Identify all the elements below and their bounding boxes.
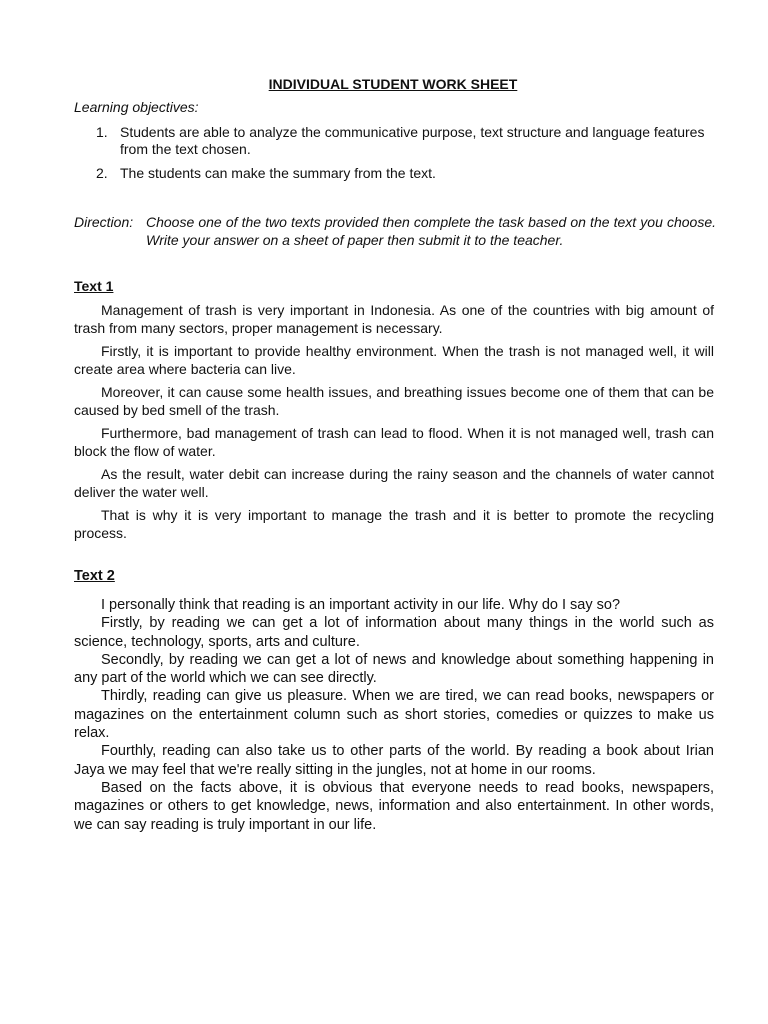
text2-body — [74, 596, 714, 834]
objective-text: Students are able to analyze the communicative purpose, text structure and language features from the text chosen. — [120, 124, 705, 157]
text2-paragraph: I personally think that reading is an important activity in our life. Why do I say so? — [101, 597, 621, 613]
objective-item — [74, 124, 716, 158]
text1-paragraph: That is why it is very important to manage the trash and it is better to promote the recycling process. — [74, 507, 714, 541]
text1-paragraph: Firstly, it is important to provide healthy environment. When the trash is not managed well, it will create area where bacteria can live. — [74, 343, 714, 377]
text1-paragraph: As the result, water debit can increase during the rainy season and the channels of water cannot deliver the water well. — [74, 466, 714, 500]
objective-text: The students can make the summary from the text. — [120, 165, 436, 181]
objective-number: 2. — [96, 165, 108, 181]
objective-number: 1. — [96, 124, 108, 140]
objectives-heading: Learning objectives: — [74, 99, 199, 115]
objectives-list — [74, 124, 716, 189]
text1-heading: Text 1 — [74, 278, 114, 294]
text2-paragraph: Based on the facts above, it is obvious that everyone needs to read books, newspapers, magazines or others to get knowledge, news, information and also entertainment. In other words, we can say reading is truly important in our life. — [74, 779, 714, 833]
objective-item — [74, 165, 716, 182]
direction-text: Choose one of the two texts provided then complete the task based on the text you choose. Write your answer on a sheet of paper then submit it to the teacher. — [146, 214, 716, 248]
text2-paragraph: Thirdly, reading can give us pleasure. When we are tired, we can read books, newspapers or magazines on the entertainment column such as short stories, comedies or quizzes to make us relax. — [74, 688, 714, 742]
direction-block — [74, 213, 716, 249]
text1-paragraph: Management of trash is very important in Indonesia. As one of the countries with big amount of trash from many sectors, proper management is necessary. — [74, 302, 714, 336]
text2-paragraph: Firstly, by reading we can get a lot of information about many things in the world such as science, technology, sports, arts and culture. — [74, 615, 714, 650]
direction-label: Direction: — [74, 214, 134, 230]
text1-paragraph: Furthermore, bad management of trash can lead to flood. When it is not managed well, trash can block the flow of water. — [74, 425, 714, 459]
text2-paragraph: Secondly, by reading we can get a lot of news and knowledge about something happening in any part of the world which we can see directly. — [74, 651, 714, 687]
text2-paragraph: Fourthly, reading can also take us to other parts of the world. By reading a book about Irian Jaya we may feel that we're really sitting in the jungles, not at home in our rooms. — [74, 743, 714, 778]
text1-paragraph: Moreover, it can cause some health issues, and breathing issues become one of them that can be caused by bed smell of the trash. — [74, 384, 714, 418]
text2-heading: Text 2 — [74, 568, 115, 584]
text1-body — [74, 302, 714, 548]
worksheet-title: INDIVIDUAL STUDENT WORK SHEET — [268, 76, 518, 92]
